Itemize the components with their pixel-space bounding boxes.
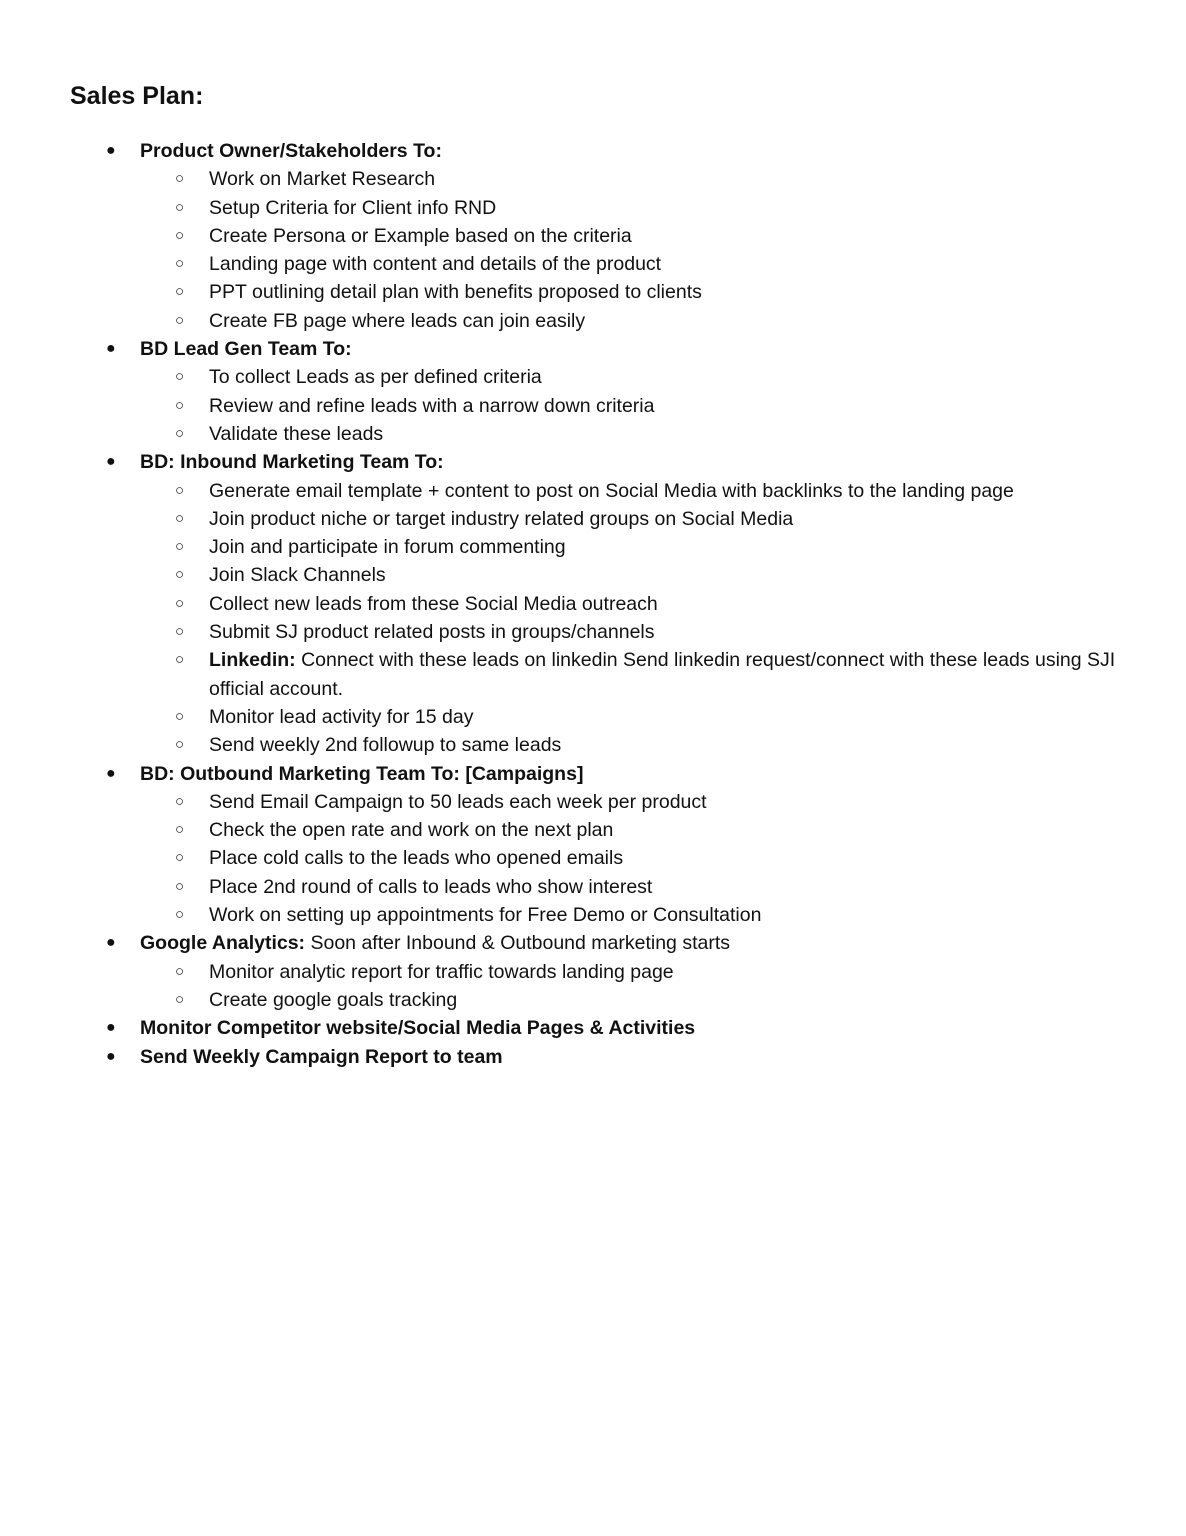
list-item-text: Work on Market Research <box>209 168 436 191</box>
list-item-text: Join product niche or target industry related groups on Social Media <box>209 507 794 530</box>
section-google-analytics <box>0 929 1186 1014</box>
linkedin-label: Linkedin: <box>209 649 296 672</box>
list-item-text: Create Persona or Example based on the criteria <box>209 224 632 247</box>
list-item-text: Setup Criteria for Client info RND <box>209 196 497 219</box>
circle-bullet-icon: ○ <box>175 255 185 273</box>
circle-bullet-icon: ○ <box>175 849 185 867</box>
circle-bullet-icon: ○ <box>175 877 185 895</box>
list-item <box>140 703 1186 731</box>
section-heading: Send Weekly Campaign Report to team <box>140 1045 503 1068</box>
list-item-text: Monitor analytic report for traffic towards landing page <box>209 960 674 983</box>
list-item <box>140 986 1186 1014</box>
bullet-icon: ● <box>106 1047 116 1065</box>
list-item <box>140 505 1186 533</box>
list-item <box>140 165 1186 193</box>
list-item <box>140 618 1186 646</box>
list-item-text: Place cold calls to the leads who opened emails <box>209 847 624 870</box>
list-item-text: Create FB page where leads can join easily <box>209 309 586 332</box>
circle-bullet-icon: ○ <box>175 707 185 725</box>
list-item-text: Send weekly 2nd followup to same leads <box>209 734 562 757</box>
list-item-text: Send Email Campaign to 50 leads each week per product <box>209 790 707 813</box>
list-item <box>140 194 1186 222</box>
section-heading: BD: Inbound Marketing Team To: <box>140 451 444 474</box>
list-item <box>140 561 1186 589</box>
bullet-icon: ● <box>106 934 116 952</box>
bullet-icon: ● <box>106 764 116 782</box>
list-item-text: Create google goals tracking <box>209 988 458 1011</box>
circle-bullet-icon: ○ <box>175 311 185 329</box>
list-item-text: PPT outlining detail plan with benefits proposed to clients <box>209 281 702 304</box>
bullet-icon: ● <box>106 453 116 471</box>
list-item <box>140 844 1186 872</box>
circle-bullet-icon: ○ <box>175 481 185 499</box>
bullet-icon: ● <box>106 340 116 358</box>
sub-list <box>140 165 1186 335</box>
sub-list <box>140 788 1186 929</box>
section-weekly-report <box>0 1043 1186 1071</box>
section-heading: BD: Outbound Marketing Team To: [Campaigns] <box>140 762 584 785</box>
sales-plan-outline <box>0 137 1186 1071</box>
section-product-owner <box>0 137 1186 335</box>
list-item-text: Generate email template + content to post on Social Media with backlinks to the landing page <box>209 479 1014 502</box>
list-item <box>140 477 1186 505</box>
list-item <box>140 590 1186 618</box>
section-monitor-competitor <box>0 1014 1186 1042</box>
list-item <box>140 533 1186 561</box>
list-item <box>140 816 1186 844</box>
section-inbound-marketing <box>0 448 1186 759</box>
section-heading-note: Soon after Inbound & Outbound marketing starts <box>305 932 730 955</box>
page-title: Sales Plan: <box>70 82 204 110</box>
list-item <box>140 392 1186 420</box>
circle-bullet-icon: ○ <box>175 906 185 924</box>
circle-bullet-icon: ○ <box>175 283 185 301</box>
list-item <box>140 250 1186 278</box>
list-item <box>140 731 1186 759</box>
section-heading: Product Owner/Stakeholders To: <box>140 140 442 162</box>
bullet-icon: ● <box>106 1019 116 1037</box>
circle-bullet-icon: ○ <box>175 792 185 810</box>
circle-bullet-icon: ○ <box>175 623 185 641</box>
list-item-text: Work on setting up appointments for Free Demo or Consultation <box>209 904 762 927</box>
list-item-text: Validate these leads <box>209 422 384 445</box>
section-heading: Google Analytics: <box>140 932 306 955</box>
circle-bullet-icon: ○ <box>175 736 185 754</box>
bullet-icon: ● <box>106 142 116 159</box>
circle-bullet-icon: ○ <box>175 594 185 612</box>
list-item-text: To collect Leads as per defined criteria <box>209 366 542 389</box>
section-heading: Monitor Competitor website/Social Media Pages & Activities <box>140 1017 696 1040</box>
circle-bullet-icon: ○ <box>175 396 185 414</box>
list-item-linkedin <box>140 646 1186 703</box>
section-lead-gen <box>0 335 1186 448</box>
list-item-text: Join Slack Channels <box>209 564 386 587</box>
list-item-text: Submit SJ product related posts in groups/channels <box>209 621 655 644</box>
list-item-text: Place 2nd round of calls to leads who show interest <box>209 875 653 898</box>
list-item <box>140 788 1186 816</box>
circle-bullet-icon: ○ <box>175 962 185 980</box>
list-item <box>140 873 1186 901</box>
circle-bullet-icon: ○ <box>175 990 185 1008</box>
circle-bullet-icon: ○ <box>175 509 185 527</box>
list-item <box>140 222 1186 250</box>
linkedin-text: Connect with these leads on linkedin Send linkedin request/connect with these leads using SJI official account. <box>209 649 1116 700</box>
list-item <box>140 363 1186 391</box>
list-item <box>140 958 1186 986</box>
section-outbound-marketing <box>0 760 1186 930</box>
list-item-text: Collect new leads from these Social Media outreach <box>209 592 658 615</box>
circle-bullet-icon: ○ <box>175 651 185 669</box>
list-item <box>140 307 1186 335</box>
list-item-text: Monitor lead activity for 15 day <box>209 705 474 728</box>
circle-bullet-icon: ○ <box>175 566 185 584</box>
circle-bullet-icon: ○ <box>175 226 185 244</box>
list-item-text: Review and refine leads with a narrow down criteria <box>209 394 655 417</box>
list-item <box>140 901 1186 929</box>
circle-bullet-icon: ○ <box>175 198 185 216</box>
circle-bullet-icon: ○ <box>175 821 185 839</box>
list-item-text: Check the open rate and work on the next plan <box>209 819 614 842</box>
circle-bullet-icon: ○ <box>175 368 185 386</box>
list-item <box>140 420 1186 448</box>
list-item-text: Landing page with content and details of the product <box>209 253 662 276</box>
sub-list <box>140 363 1186 448</box>
sub-list <box>140 477 1186 760</box>
sub-list <box>140 958 1186 1015</box>
circle-bullet-icon: ○ <box>175 538 185 556</box>
list-item-text: Join and participate in forum commenting <box>209 536 566 559</box>
circle-bullet-icon: ○ <box>175 170 185 188</box>
section-heading: BD Lead Gen Team To: <box>140 338 352 361</box>
list-item <box>140 278 1186 306</box>
circle-bullet-icon: ○ <box>175 424 185 442</box>
